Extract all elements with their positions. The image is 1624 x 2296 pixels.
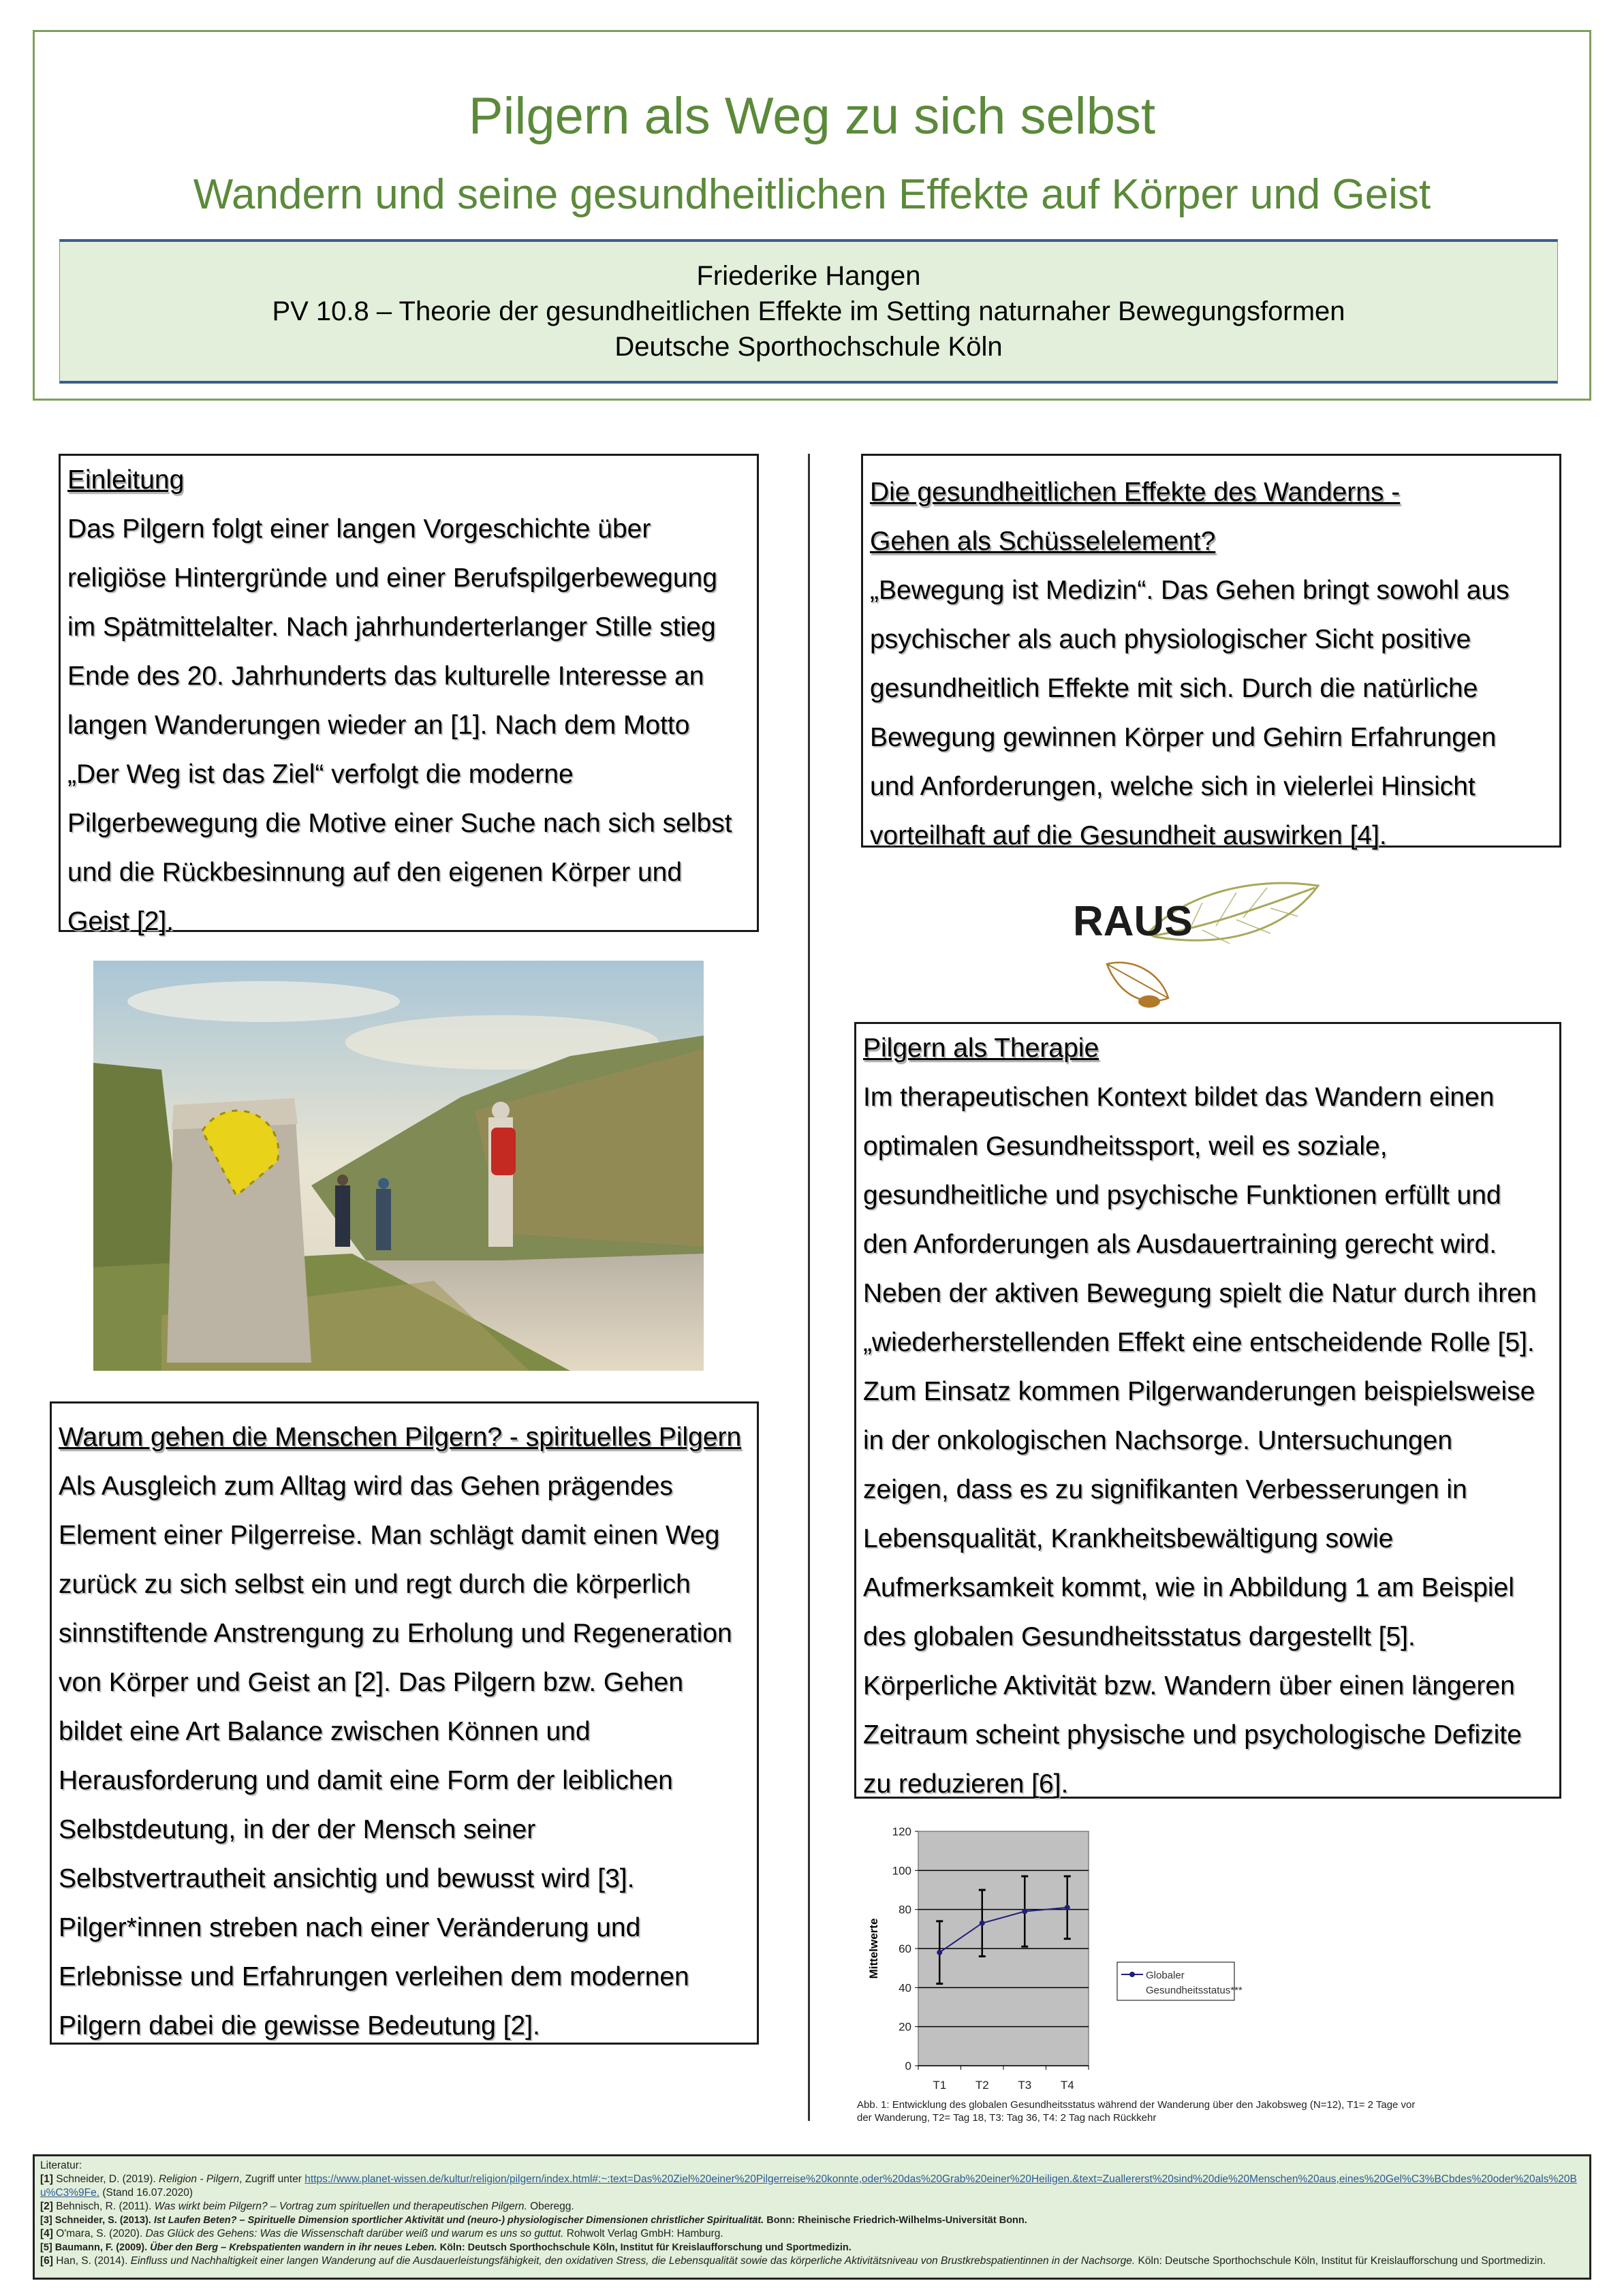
x-tick-label: T4: [1060, 2079, 1074, 2092]
body-line: gesundheitlich Effekte mit sich. Durch die natürliche: [870, 674, 1478, 703]
body-line: im Spätmittelalter. Nach jahrhunderterlanger Stille stieg: [67, 612, 716, 642]
body-line: Im therapeutischen Kontext bildet das Wandern einen: [863, 1083, 1495, 1112]
x-tick-label: T3: [1018, 2079, 1032, 2092]
data-point: [1022, 1909, 1027, 1914]
x-tick-label: T1: [933, 2079, 947, 2092]
body-line: sinnstiftende Anstrengung zu Erholung und Regeneration: [59, 1619, 732, 1648]
body-line: Selbstvertrautheit ansichtig und bewusst wird [3].: [59, 1864, 635, 1893]
body-line: Lebensqualität, Krankheitsbewältigung sowie: [863, 1524, 1394, 1553]
body-line: Herausforderung und damit eine Form der leiblichen: [59, 1766, 673, 1795]
logo-text: RAUS: [1073, 898, 1193, 945]
body-line: optimalen Gesundheitssport, weil es soziale,: [863, 1132, 1388, 1161]
legend-marker: [1129, 1972, 1135, 1977]
figure-caption: [857, 2098, 1511, 2124]
y-tick-label: 60: [899, 1942, 911, 1955]
poster-title: Pilgern als Weg zu sich selbst: [468, 87, 1156, 145]
column-divider: [808, 454, 810, 2121]
raus-logo: [1073, 869, 1332, 1015]
section-warum: [50, 1401, 759, 2045]
section-heading: Die gesundheitlichen Effekte des Wanderns -: [870, 478, 1401, 507]
institution: Deutsche Sporthochschule Köln: [614, 332, 1003, 362]
x-tick-label: T2: [975, 2079, 989, 2092]
y-tick-label: 120: [892, 1825, 911, 1838]
reference-item: [1] Schneider, D. (2019). Religion - Pilgern, Zugriff unter https://www.planet-wissen.de/kultur/religion/pilgern/index.html#:~:text=Das%20Ziel%20einer%20Pilgerreise%20konnte,oder%20das%20Grab%20einer%20Heiligen.&text=Zuallererst%20sind%20die%20Menschen%20aus,eines%20Gel%C3%BCbdes%20oder%20als%20Bu%C3%9Fe. (Stand 16.07.2020): [40, 2173, 1577, 2199]
pilgrim-photo: [93, 961, 704, 1371]
body-line: zu reduzieren [6].: [863, 1769, 1069, 1799]
y-tick-label: 80: [899, 1903, 911, 1917]
literature-heading: Literatur:: [40, 2160, 82, 2171]
y-tick-label: 40: [899, 1981, 911, 1995]
body-line: Pilger*innen streben nach einer Veränderung und: [59, 1913, 641, 1942]
reference-item: [3] Schneider, S. (2013). Ist Laufen Beten? – Spirituelle Dimension sportlicher Aktivität und (neuro-) physiologischer Dimensionen christlicher Spiritualität. Bonn: Rheinische Friedrich-Wilhelms-Universität Bonn.: [40, 2215, 1027, 2226]
reference-item: [6] Han, S. (2014). Einfluss und Nachhaltigkeit einer langen Wanderung auf die Ausdauerleistungsfähigkeit, den oxidativen Stress, die Lebensqualität sowie das körperliche Aktivitätsniveau von Brustkrebspatientinnen in der Nachsorge. Köln: Deutsche Sporthochschule Köln, Institut für Kreislaufforschung und Sportmedizin.: [40, 2255, 1546, 2267]
body-line: von Körper und Geist an [2]. Das Pilgern bzw. Gehen: [59, 1668, 684, 1697]
section-therapie: [854, 1022, 1561, 1799]
section-heading-line2: Gehen als Schüsselelement?: [870, 527, 1216, 556]
body-line: den Anforderungen als Ausdauertraining gerecht wird.: [863, 1230, 1497, 1259]
body-line: Pilgerbewegung die Motive einer Suche nach sich selbst: [67, 809, 732, 838]
reference-item: [4] O'mara, S. (2020). Das Glück des Gehens: Was die Wissenschaft darüber weiß und warum es uns so guttut. Rohwolt Verlag GmbH: Hamburg.: [40, 2228, 723, 2239]
body-line: psychischer als auch physiologischer Sicht positive: [870, 625, 1471, 654]
data-point: [1065, 1905, 1070, 1910]
y-tick-label: 100: [892, 1864, 911, 1878]
reference-item: [5] Baumann, F. (2009). Über den Berg – Krebspatienten wandern in ihr neues Leben. Köln: Deutsch Sporthochschule Köln, Institut für Kreislaufforschung und Sportmedizin.: [40, 2242, 852, 2253]
data-point: [980, 1921, 985, 1926]
body-line: des globalen Gesundheitsstatus dargestellt [5].: [863, 1622, 1416, 1651]
body-line: langen Wanderungen wieder an [1]. Nach dem Motto: [67, 711, 690, 740]
camino-photo-illustration: [93, 961, 704, 1371]
body-line: bildet eine Art Balance zwischen Können und: [59, 1717, 591, 1746]
body-line: Bewegung gewinnen Körper und Gehirn Erfahrungen: [870, 723, 1497, 752]
body-line: Selbstdeutung, in der der Mensch seiner: [59, 1815, 536, 1844]
y-tick-label: 20: [899, 2020, 911, 2034]
body-line: und die Rückbesinnung auf den eigenen Körper und: [67, 858, 683, 887]
caption-line: der Wanderung, T2= Tag 18, T3: Tag 36, T4: 2 Tag nach Rückkehr: [857, 2112, 1157, 2124]
y-axis-label: Mittelwerte: [867, 1918, 880, 1979]
body-line: in der onkologischen Nachsorge. Untersuchungen: [863, 1426, 1453, 1455]
body-line: Geist [2].: [67, 907, 174, 936]
body-line: Element einer Pilgerreise. Man schlägt damit einen Weg: [59, 1521, 720, 1550]
leaf-logo-icon: [1073, 869, 1332, 1015]
body-line: Pilgern dabei die gewisse Bedeutung [2].: [59, 2011, 540, 2041]
body-line: Körperliche Aktivität bzw. Wandern über einen längeren: [863, 1671, 1515, 1701]
body-line: Als Ausgleich zum Alltag wird das Gehen prägendes: [59, 1472, 673, 1501]
poster-subtitle: Wandern und seine gesundheitlichen Effekte auf Körper und Geist: [193, 171, 1431, 218]
course-title: PV 10.8 – Theorie der gesundheitlichen Effekte im Setting naturnaher Bewegungsformen: [272, 296, 1345, 326]
section-heading: Einleitung: [67, 465, 185, 495]
y-tick-label: 0: [905, 2060, 911, 2073]
section-heading: Warum gehen die Menschen Pilgern? - spirituelles Pilgern: [59, 1423, 742, 1452]
body-line: und Anforderungen, welche sich in vielerlei Hinsicht: [870, 772, 1475, 801]
body-line: Zeitraum scheint physische und psychologische Defizite: [863, 1720, 1522, 1750]
author-name: Friederike Hangen: [696, 261, 921, 291]
reference-link[interactable]: https://www.planet-wissen.de/kultur/religion/pilgern/index.html#:~:text=Das%20Ziel%20einer%20Pilgerreise%20konnte,oder%20das%20Grab%20einer%20Heiligen.&text=Zuallererst%20sind%20die%20Menschen%20aus,eines%20Gel%C3%BCbdes%20oder%20als%20Bu%C3%9Fe.: [40, 2173, 1577, 2199]
pilgrim-red-backpack: [488, 1102, 516, 1247]
reference-item: [2] Behnisch, R. (2011). Was wirkt beim Pilgern? – Vortrag zum spirituellen und therapeutischen Pilgern. Oberegg.: [40, 2201, 574, 2212]
legend-label: Globaler: [1146, 1970, 1185, 1981]
body-line: „wiederherstellenden Effekt eine entscheidende Rolle [5].: [863, 1328, 1535, 1357]
literature-box: [33, 2154, 1591, 2280]
body-line: Das Pilgern folgt einer langen Vorgeschichte über: [67, 514, 651, 544]
author-info-box: [59, 239, 1558, 384]
reference-list: [40, 2173, 1584, 2268]
body-line: religiöse Hintergründe und einer Berufspilgerbewegung: [67, 563, 717, 593]
legend-label: Gesundheitsstatus***: [1146, 1985, 1243, 1996]
body-line: zurück zu sich selbst ein und regt durch die körperlich: [59, 1570, 691, 1599]
health-status-chart: [852, 1805, 1465, 2098]
body-line: Aufmerksamkeit kommt, wie in Abbildung 1 am Beispiel: [863, 1573, 1514, 1602]
section-einleitung: [59, 454, 759, 936]
body-line: Zum Einsatz kommen Pilgerwanderungen beispielsweise: [863, 1377, 1535, 1406]
body-line: Ende des 20. Jahrhunderts das kulturelle Interesse an: [67, 662, 704, 691]
body-line: Erlebnisse und Erfahrungen verleihen dem modernen: [59, 1962, 689, 1991]
body-line: gesundheitliche und psychische Funktionen erfüllt und: [863, 1181, 1501, 1210]
body-line: „Der Weg ist das Ziel“ verfolgt die moderne: [67, 760, 574, 789]
body-line: „Bewegung ist Medizin“. Das Gehen bringt sowohl aus: [870, 576, 1510, 605]
body-line: zeigen, dass es zu signifikanten Verbesserungen in: [863, 1475, 1467, 1504]
line-chart: [852, 1805, 1465, 2098]
section-heading: Pilgern als Therapie: [863, 1034, 1099, 1063]
body-line: vorteilhaft auf die Gesundheit auswirken [4].: [870, 821, 1387, 850]
poster-header: [33, 30, 1591, 401]
caption-line: Abb. 1: Entwicklung des globalen Gesundheitsstatus während der Wanderung über den Jakobsweg (N=12), T1= 2 Tage vor: [857, 2099, 1416, 2111]
data-point: [937, 1950, 942, 1955]
body-line: Neben der aktiven Bewegung spielt die Natur durch ihren: [863, 1279, 1537, 1308]
section-effekte: [861, 454, 1561, 848]
